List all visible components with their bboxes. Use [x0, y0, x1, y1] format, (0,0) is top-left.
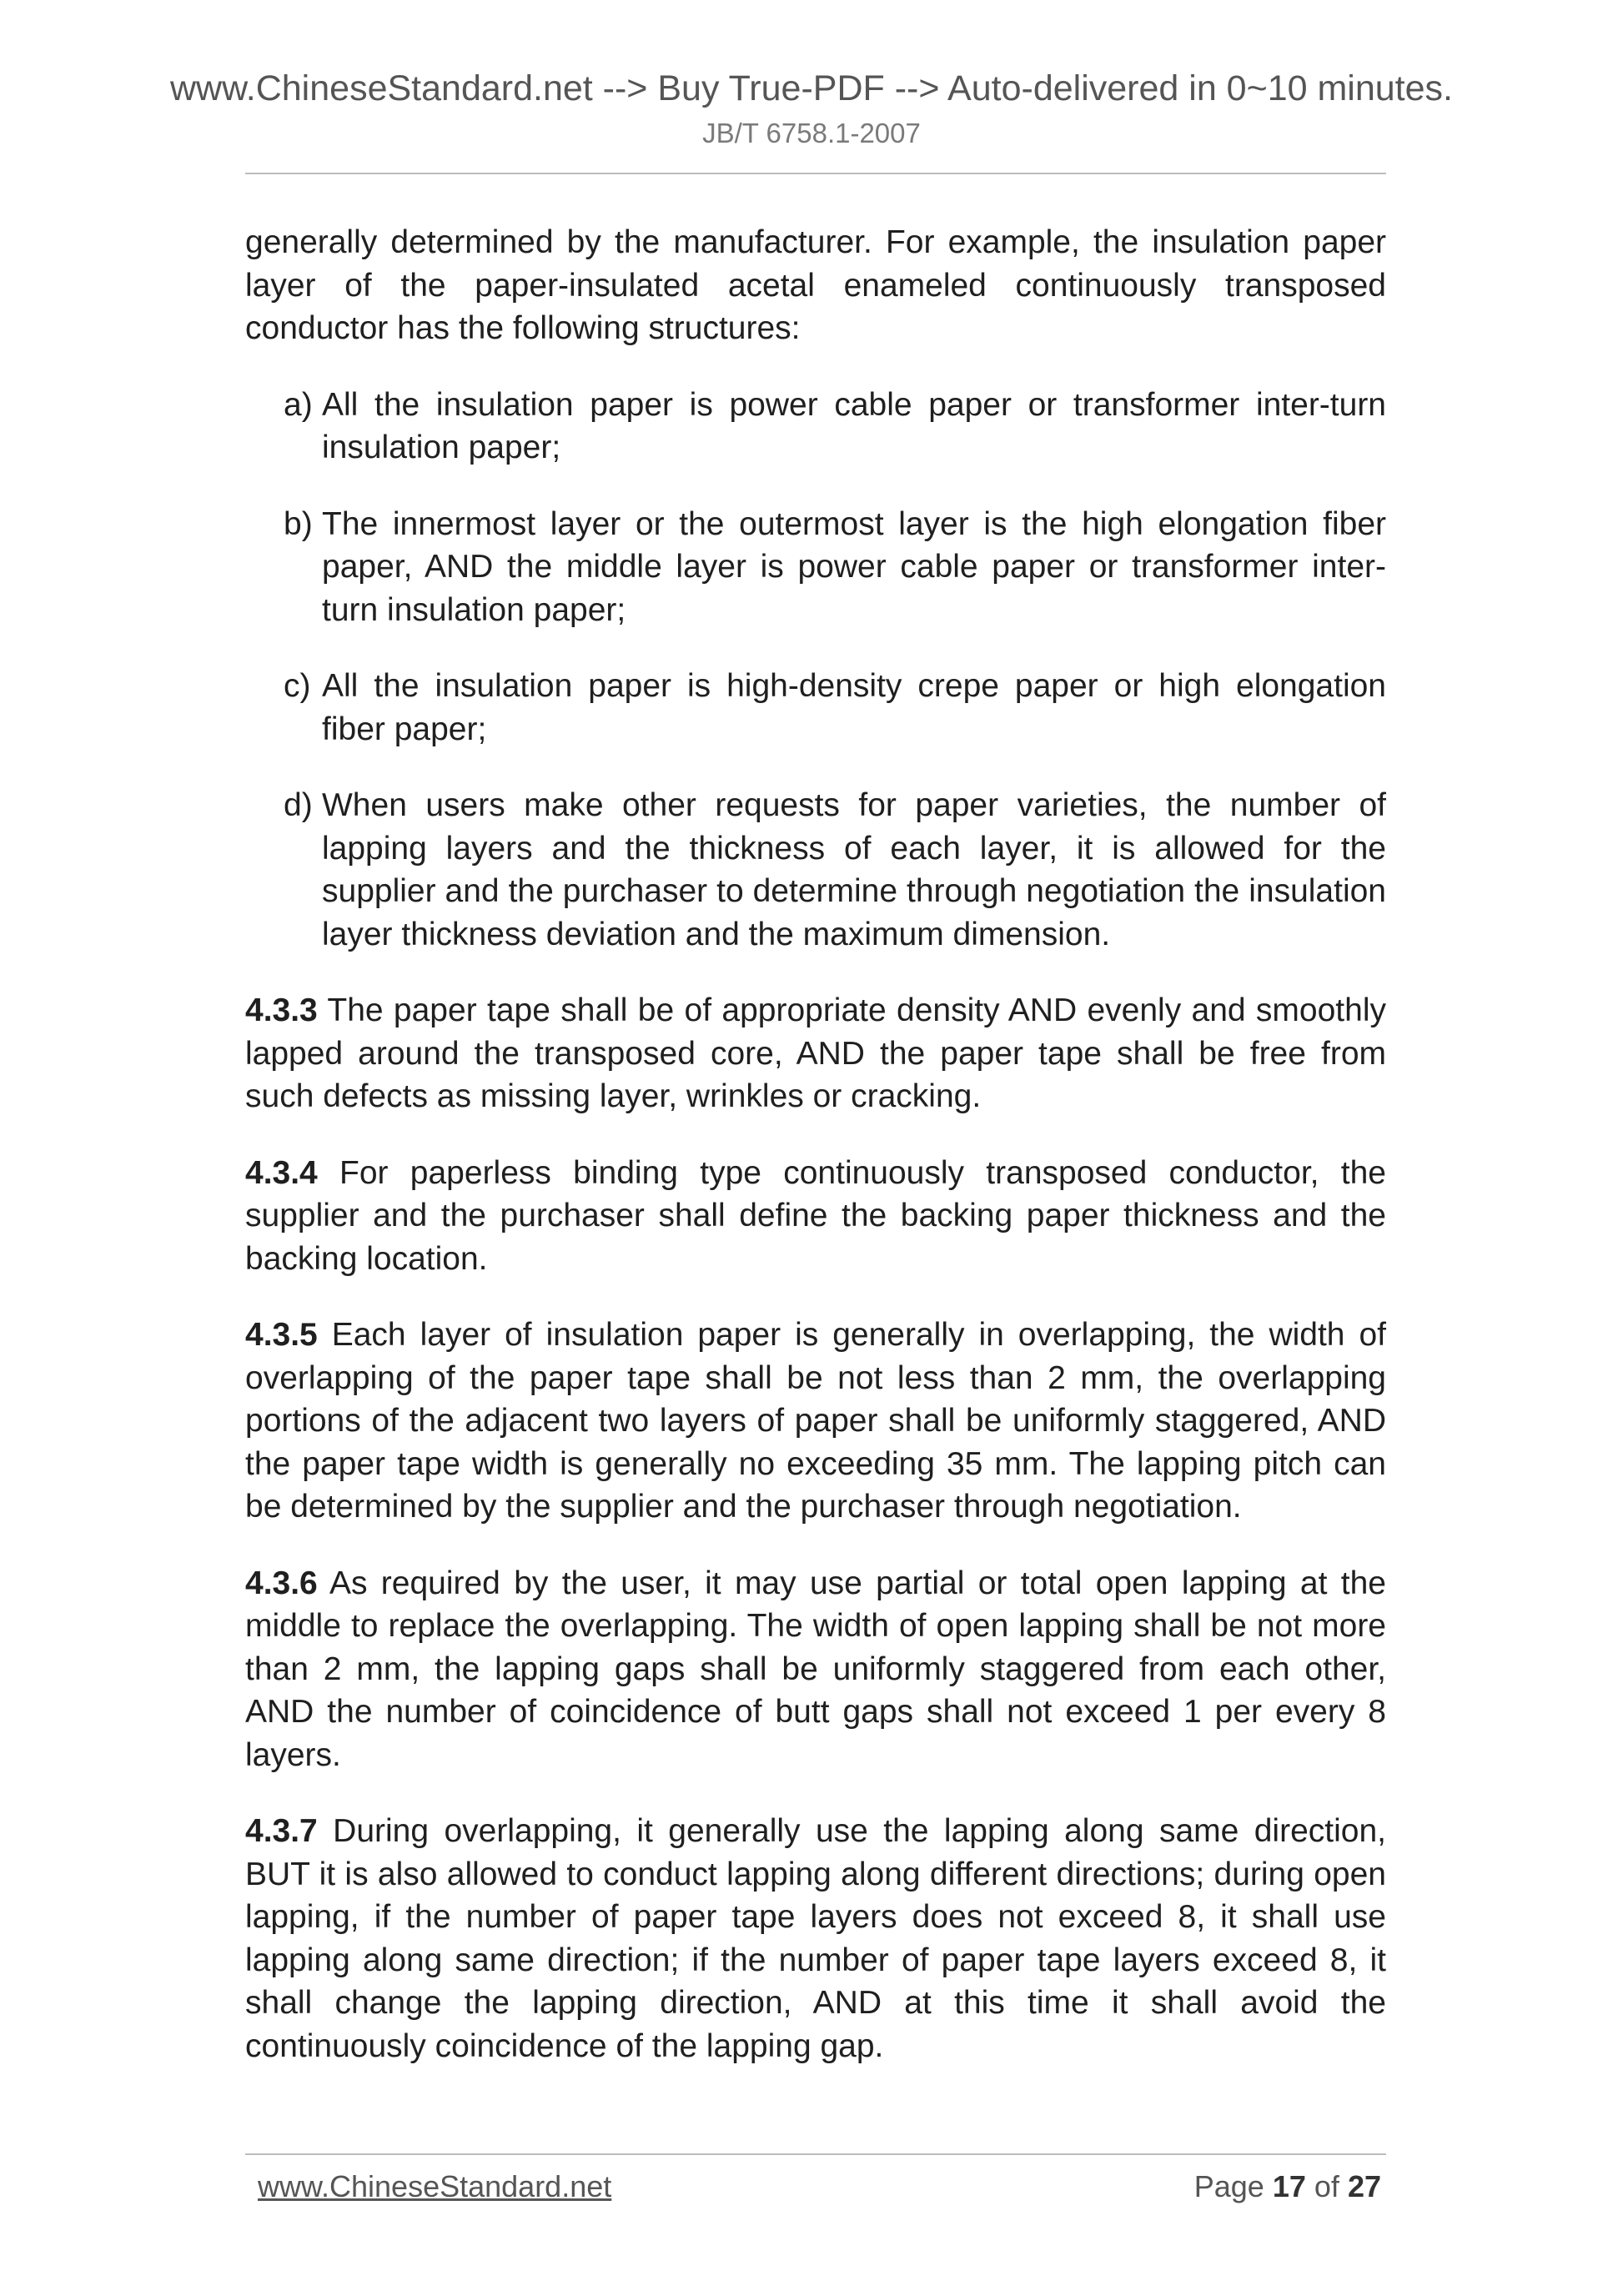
footer-divider	[245, 2153, 1386, 2155]
clause-4-3-7	[245, 1810, 1386, 2067]
clause-number: 4.3.7	[245, 1813, 318, 1849]
clause-number: 4.3.4	[245, 1154, 318, 1191]
list-item-text: All the insulation paper is high-density crepe paper or high elongation fiber paper;	[322, 668, 1386, 747]
header-banner: www.ChineseStandard.net --> Buy True-PDF --> Auto-delivered in 0~10 minutes.	[169, 68, 1453, 108]
list-item-text: All the insulation paper is power cable paper or transformer inter-turn insulation paper;	[322, 386, 1386, 465]
list-marker: d)	[284, 787, 313, 823]
clause-text: During overlapping, it generally use the lapping along same direction, BUT it is also allowed to conduct lapping along different directions; during open lapping, if the number of paper tape layers does not exceed 8, it shall use lapping along same direction; if the number of paper tape layers exceed 8, it shall change the lapping direction, AND at this time it shall avoid the continuously coincidence of the lapping gap.	[245, 1813, 1386, 2064]
page-total: 27	[1347, 2169, 1381, 2203]
clause-text: As required by the user, it may use partial or total open lapping at the middle to replace the overlapping. The width of open lapping shall be not more than 2 mm, the lapping gaps shall be uniformly staggered from each other, AND the number of coincidence of butt gaps shall not exceed 1 per every 8 layers.	[245, 1565, 1386, 1773]
page-of: of	[1314, 2169, 1339, 2203]
clause-number: 4.3.6	[245, 1565, 318, 1601]
clause-text: The paper tape shall be of appropriate density AND evenly and smoothly lapped around the transposed core, AND the paper tape shall be free from such defects as missing layer, wrinkles or cracking.	[245, 992, 1386, 1114]
list-item-d	[245, 784, 1386, 956]
list-marker: a)	[284, 386, 313, 423]
clause-text: Each layer of insulation paper is generally in overlapping, the width of overlapping of the paper tape shall be not less than 2 mm, the overlapping portions of the adjacent two layers of paper shall be uniformly staggered, AND the paper tape width is generally no exceeding 35 mm. The lapping pitch can be determined by the supplier and the purchaser through negotiation.	[245, 1317, 1386, 1525]
document-body	[245, 221, 1386, 2101]
list-item-a	[245, 384, 1386, 470]
list-item-text: The innermost layer or the outermost layer is the high elongation fiber paper, AND the middle layer is power cable paper or transformer inter-turn insulation paper;	[322, 505, 1386, 628]
page-prefix: Page	[1193, 2169, 1264, 2203]
list-marker: c)	[284, 668, 311, 704]
page-indicator	[1194, 2168, 1381, 2205]
page-current: 17	[1272, 2169, 1306, 2203]
list-item-b	[245, 503, 1386, 632]
list-item-text: When users make other requests for paper varieties, the number of lapping layers and the thickness of each layer, it is allowed for the supplier and the purchaser to determine through negotiation the insulation layer thickness deviation and the maximum dimension.	[322, 787, 1386, 952]
list-marker: b)	[284, 505, 313, 542]
clause-number: 4.3.3	[245, 992, 318, 1028]
clause-4-3-5	[245, 1314, 1386, 1529]
list-item-c	[245, 665, 1386, 751]
clause-number: 4.3.5	[245, 1317, 318, 1353]
intro-paragraph: generally determined by the manufacturer. For example, the insulation paper layer of the paper-insulated acetal enameled continuously transposed conductor has the following structures:	[245, 224, 1386, 346]
clause-4-3-6	[245, 1562, 1386, 1777]
footer-website-link[interactable]: www.ChineseStandard.net	[258, 2169, 612, 2203]
clause-4-3-3	[245, 989, 1386, 1118]
clause-text: For paperless binding type continuously transposed conductor, the supplier and the purchaser shall define the backing paper thickness and the backing location.	[245, 1154, 1386, 1277]
header-divider	[245, 173, 1386, 174]
clause-4-3-4	[245, 1152, 1386, 1281]
standard-code: JB/T 6758.1-2007	[702, 118, 921, 148]
